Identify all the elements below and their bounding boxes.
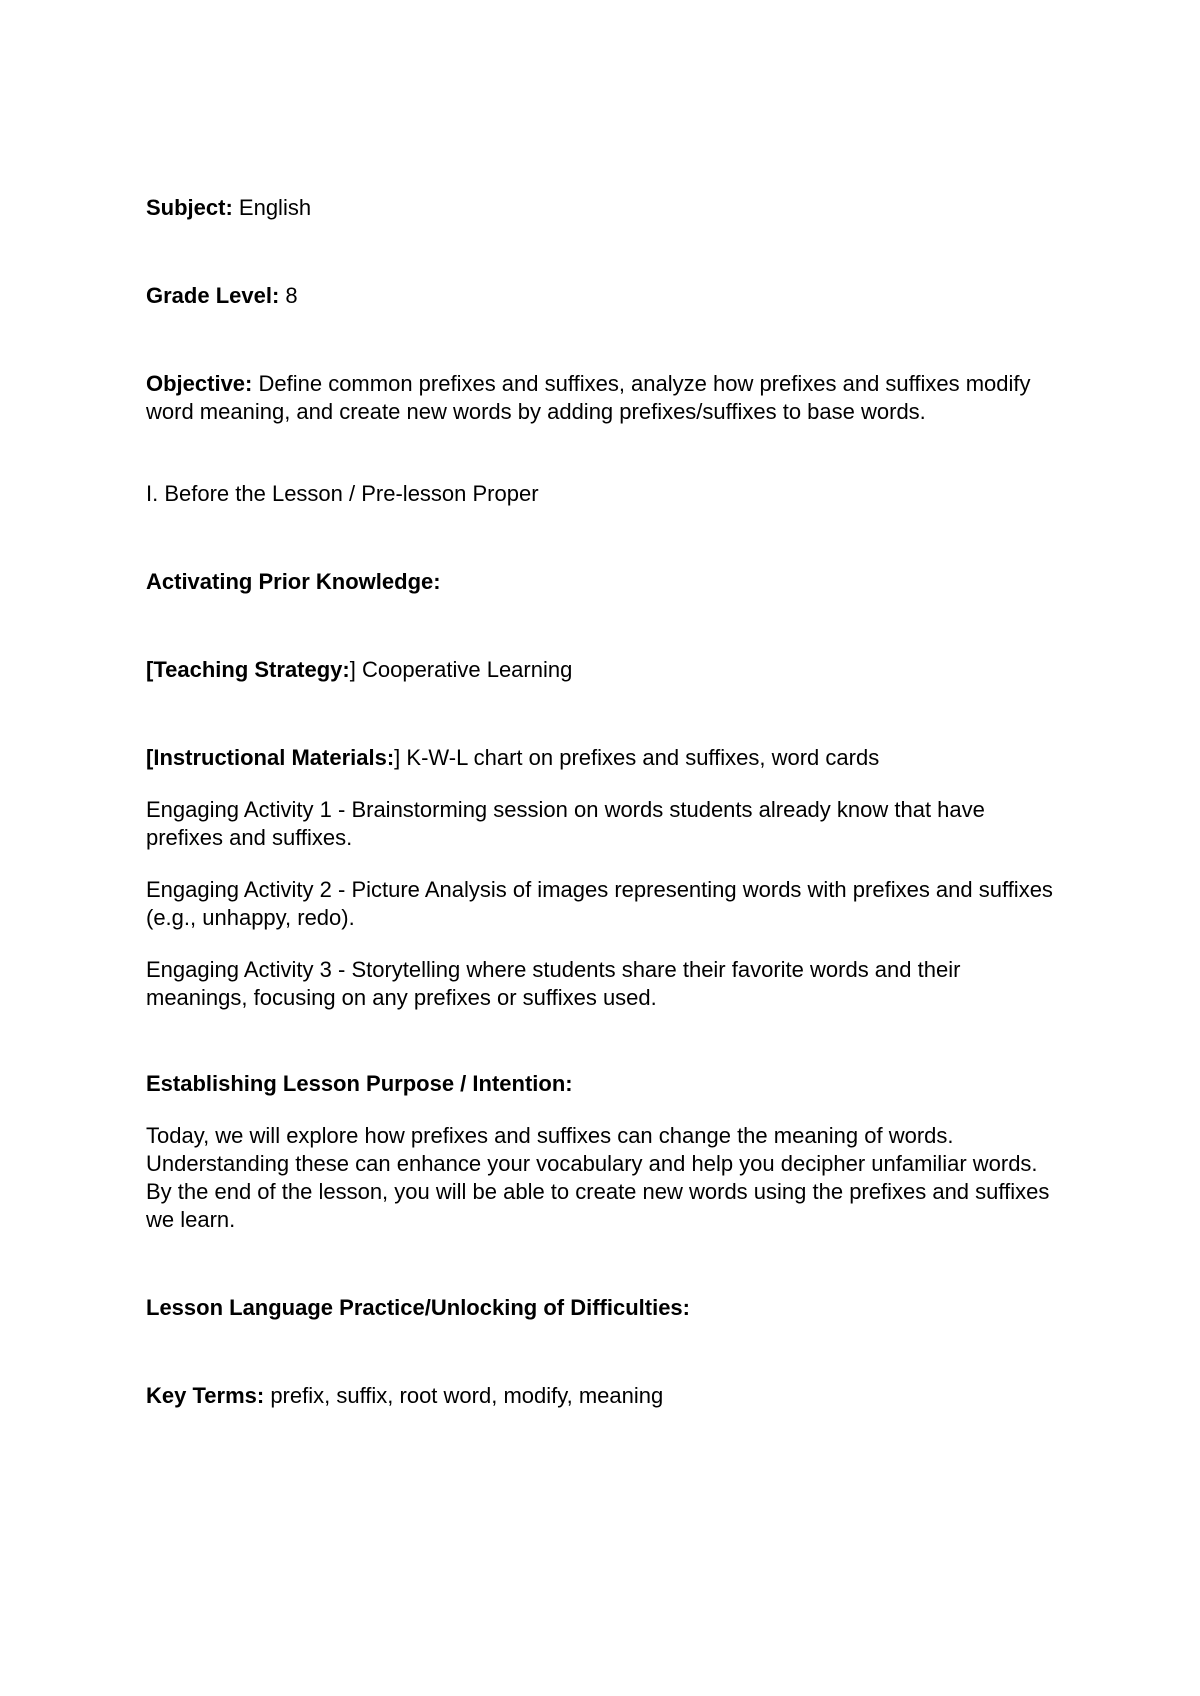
engaging-activity-3: Engaging Activity 3 - Storytelling where students share their favorite words and their meanings, focusing on any prefixes or suffixes used. bbox=[146, 957, 961, 1010]
engaging-activity-1: Engaging Activity 1 - Brainstorming session on words students already know that have prefixes and suffixes. bbox=[146, 797, 985, 850]
key-terms-line bbox=[146, 1382, 1066, 1410]
instructional-materials-value: ] K-W-L chart on prefixes and suffixes, word cards bbox=[394, 745, 880, 770]
engaging-activity-2: Engaging Activity 2 - Picture Analysis of images representing words with prefixes and suffixes (e.g., unhappy, redo). bbox=[146, 877, 1053, 930]
instructional-materials-line bbox=[146, 744, 1066, 772]
subject-label: Subject: bbox=[146, 195, 233, 220]
teaching-strategy-label: Teaching Strategy: bbox=[153, 657, 350, 682]
activating-prior-knowledge-heading: Activating Prior Knowledge: bbox=[146, 569, 441, 594]
teaching-strategy-bracket: [ bbox=[146, 657, 154, 682]
key-terms-value: prefix, suffix, root word, modify, meaning bbox=[264, 1383, 664, 1408]
lesson-purpose-text: Today, we will explore how prefixes and suffixes can change the meaning of words. Understanding these can enhance your vocabulary and help you decipher unfamiliar words. By the end of the lesson, you will be able to create new words using the prefixes and suffixes we learn. bbox=[146, 1123, 1050, 1232]
grade-level-label: Grade Level: bbox=[146, 283, 280, 308]
subject-line bbox=[146, 194, 1066, 222]
subject-value: English bbox=[232, 195, 312, 220]
objective-paragraph bbox=[146, 370, 1066, 426]
grade-level-value: 8 bbox=[279, 283, 298, 308]
objective-label: Objective: bbox=[146, 371, 253, 396]
teaching-strategy-line bbox=[146, 656, 1066, 684]
instructional-materials-bracket: [ bbox=[146, 745, 154, 770]
lesson-purpose-heading: Establishing Lesson Purpose / Intention: bbox=[146, 1071, 573, 1096]
section-heading: I. Before the Lesson / Pre-lesson Proper bbox=[146, 481, 539, 506]
language-practice-heading: Lesson Language Practice/Unlocking of Difficulties: bbox=[146, 1295, 690, 1320]
key-terms-label: Key Terms: bbox=[146, 1383, 265, 1408]
teaching-strategy-value: ] Cooperative Learning bbox=[349, 657, 573, 682]
objective-text: Define common prefixes and suffixes, analyze how prefixes and suffixes modify word meaning, and create new words by adding prefixes/suffixes to base words. bbox=[146, 371, 1031, 424]
grade-level-line bbox=[146, 282, 1066, 310]
instructional-materials-label: Instructional Materials: bbox=[153, 745, 395, 770]
